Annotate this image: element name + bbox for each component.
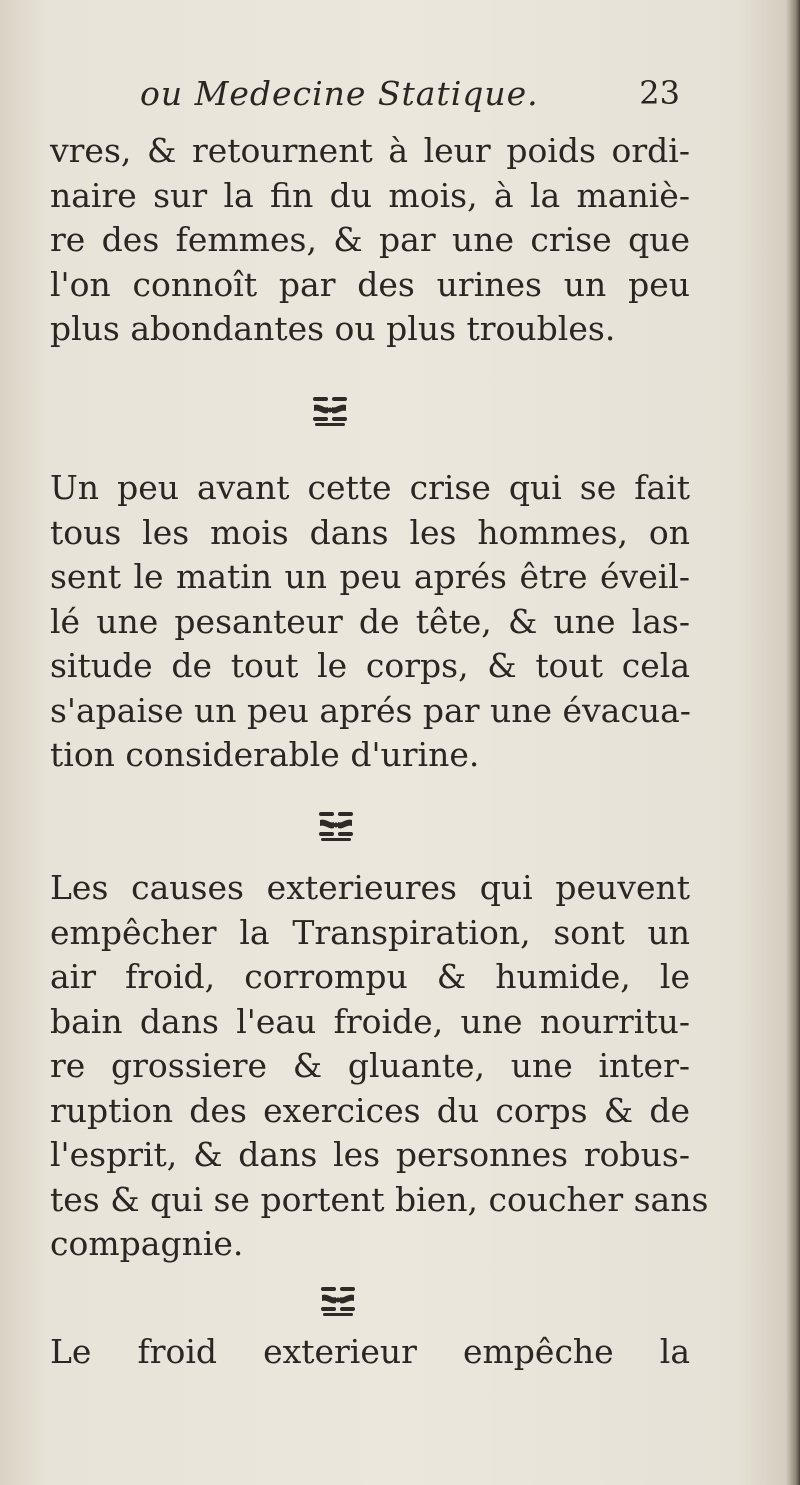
page-header: [140, 74, 680, 118]
text-line: sent le matin un peu aprés être éveil-: [50, 557, 690, 596]
text-line: s'apaise un peu aprés par une évacua-: [50, 690, 691, 730]
text-line: plus abondantes ou plus troubles.: [50, 309, 616, 348]
text-line: re des femmes, & par une crise que: [50, 220, 690, 259]
paragraph-2: [50, 466, 690, 778]
paragraph-1: [50, 129, 690, 352]
text-line: air froid, corrompu & humide, le: [50, 957, 690, 996]
page-number: 23: [639, 74, 680, 112]
text-line: tes & qui se portent bien, coucher sans: [50, 1179, 709, 1219]
binding-gutter: [786, 0, 800, 1485]
paragraph-3: [50, 866, 709, 1267]
text-line: tion considerable d'urine.: [50, 735, 480, 774]
text-line catchline: Le froid exterieur empêche la: [50, 1332, 690, 1371]
text-line: vres, & retournent à leur poids ordi-: [50, 131, 690, 170]
text-line: l'on connoît par des urines un peu: [50, 264, 690, 304]
text-line: ruption des exercices du corps & de: [50, 1090, 690, 1130]
text-line: re grossiere & gluante, une inter-: [50, 1046, 690, 1085]
text-line: tous les mois dans les hommes, on: [50, 512, 690, 552]
printer-fleuron-icon: [316, 808, 356, 844]
text-line: lé une pesanteur de tête, & une las-: [50, 601, 690, 641]
paragraph-4: [50, 1330, 690, 1375]
text-line: situde de tout le corps, & tout cela: [50, 646, 690, 685]
text-line: Les causes exterieures qui peuvent: [50, 868, 690, 907]
printer-fleuron-icon: [310, 393, 350, 429]
text-line: compagnie.: [50, 1224, 244, 1263]
text-line: naire sur la fin du mois, à la maniè-: [50, 175, 690, 215]
printer-fleuron-icon: [318, 1283, 358, 1319]
text-line: Un peu avant cette crise qui se fait: [50, 468, 690, 507]
running-title: ou Medecine Statique.: [140, 74, 539, 113]
text-line: bain dans l'eau froide, une nourritu-: [50, 1001, 690, 1041]
text-line: l'esprit, & dans les personnes robus-: [50, 1135, 690, 1174]
text-line: empêcher la Transpiration, sont un: [50, 912, 690, 952]
